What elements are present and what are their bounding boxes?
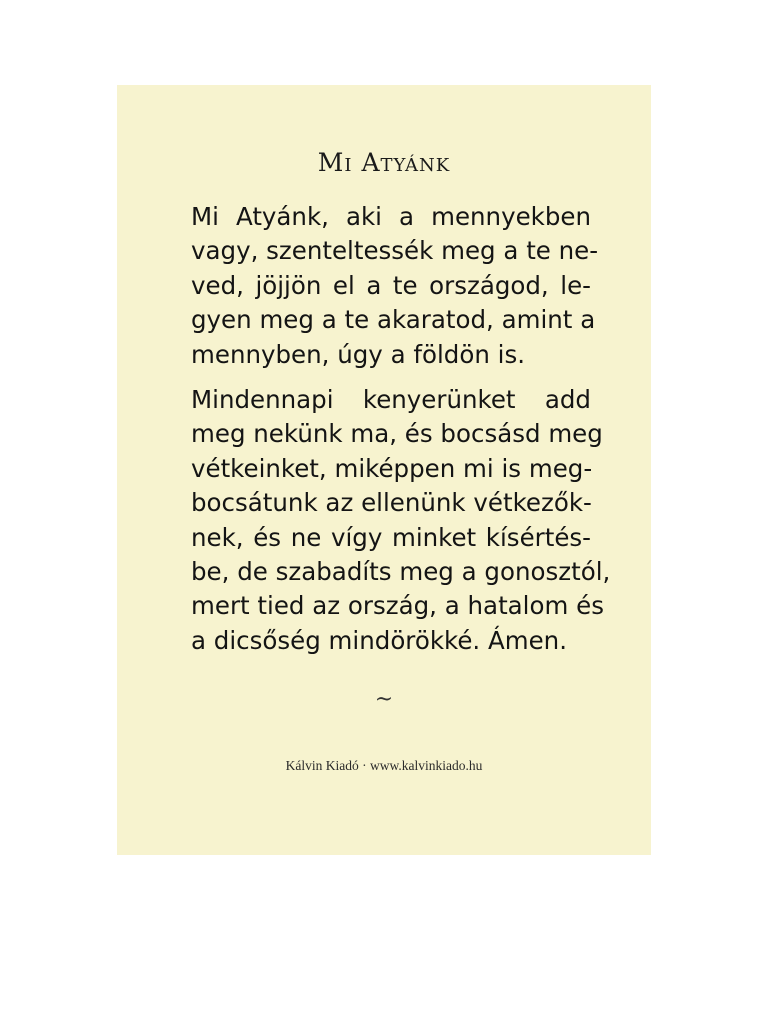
- tilde-ornament-icon: ~: [374, 687, 394, 712]
- page-title: Mi Atyánk: [317, 148, 451, 177]
- publisher-footer: Kálvin Kiadó · www.kalvinkiado.hu: [285, 758, 483, 773]
- text-line: Mi Atyánk, aki a mennyekben: [191, 202, 591, 231]
- text-line: vagy, szenteltessék meg a te ne-: [191, 236, 599, 266]
- text-line: vétkeinket, miképpen mi is meg-: [191, 453, 593, 483]
- text-line: nek, és ne vígy minket kísértés-: [191, 522, 591, 552]
- text-line: Mindennapi kenyerünket add: [191, 385, 591, 414]
- text-line: mert tied az ország, a hatalom és: [191, 591, 604, 621]
- text-line: ved, jöjjön el a te országod, le-: [191, 270, 591, 300]
- text-line: a dicsőség mindörökké. Ámen.: [191, 625, 567, 655]
- prayer-card: [117, 85, 651, 855]
- text-line: be, de szabadíts meg a gonosztól,: [191, 557, 611, 587]
- text-line: gyen meg a te akaratod, amint a: [191, 305, 596, 335]
- text-line: bocsátunk az ellenünk vétkezők-: [191, 488, 592, 518]
- text-line: meg nekünk ma, és bocsásd meg: [191, 419, 603, 449]
- paragraph-1: [191, 200, 599, 372]
- text-line: mennyben, úgy a földön is.: [191, 339, 526, 369]
- paragraph-2: [191, 383, 611, 658]
